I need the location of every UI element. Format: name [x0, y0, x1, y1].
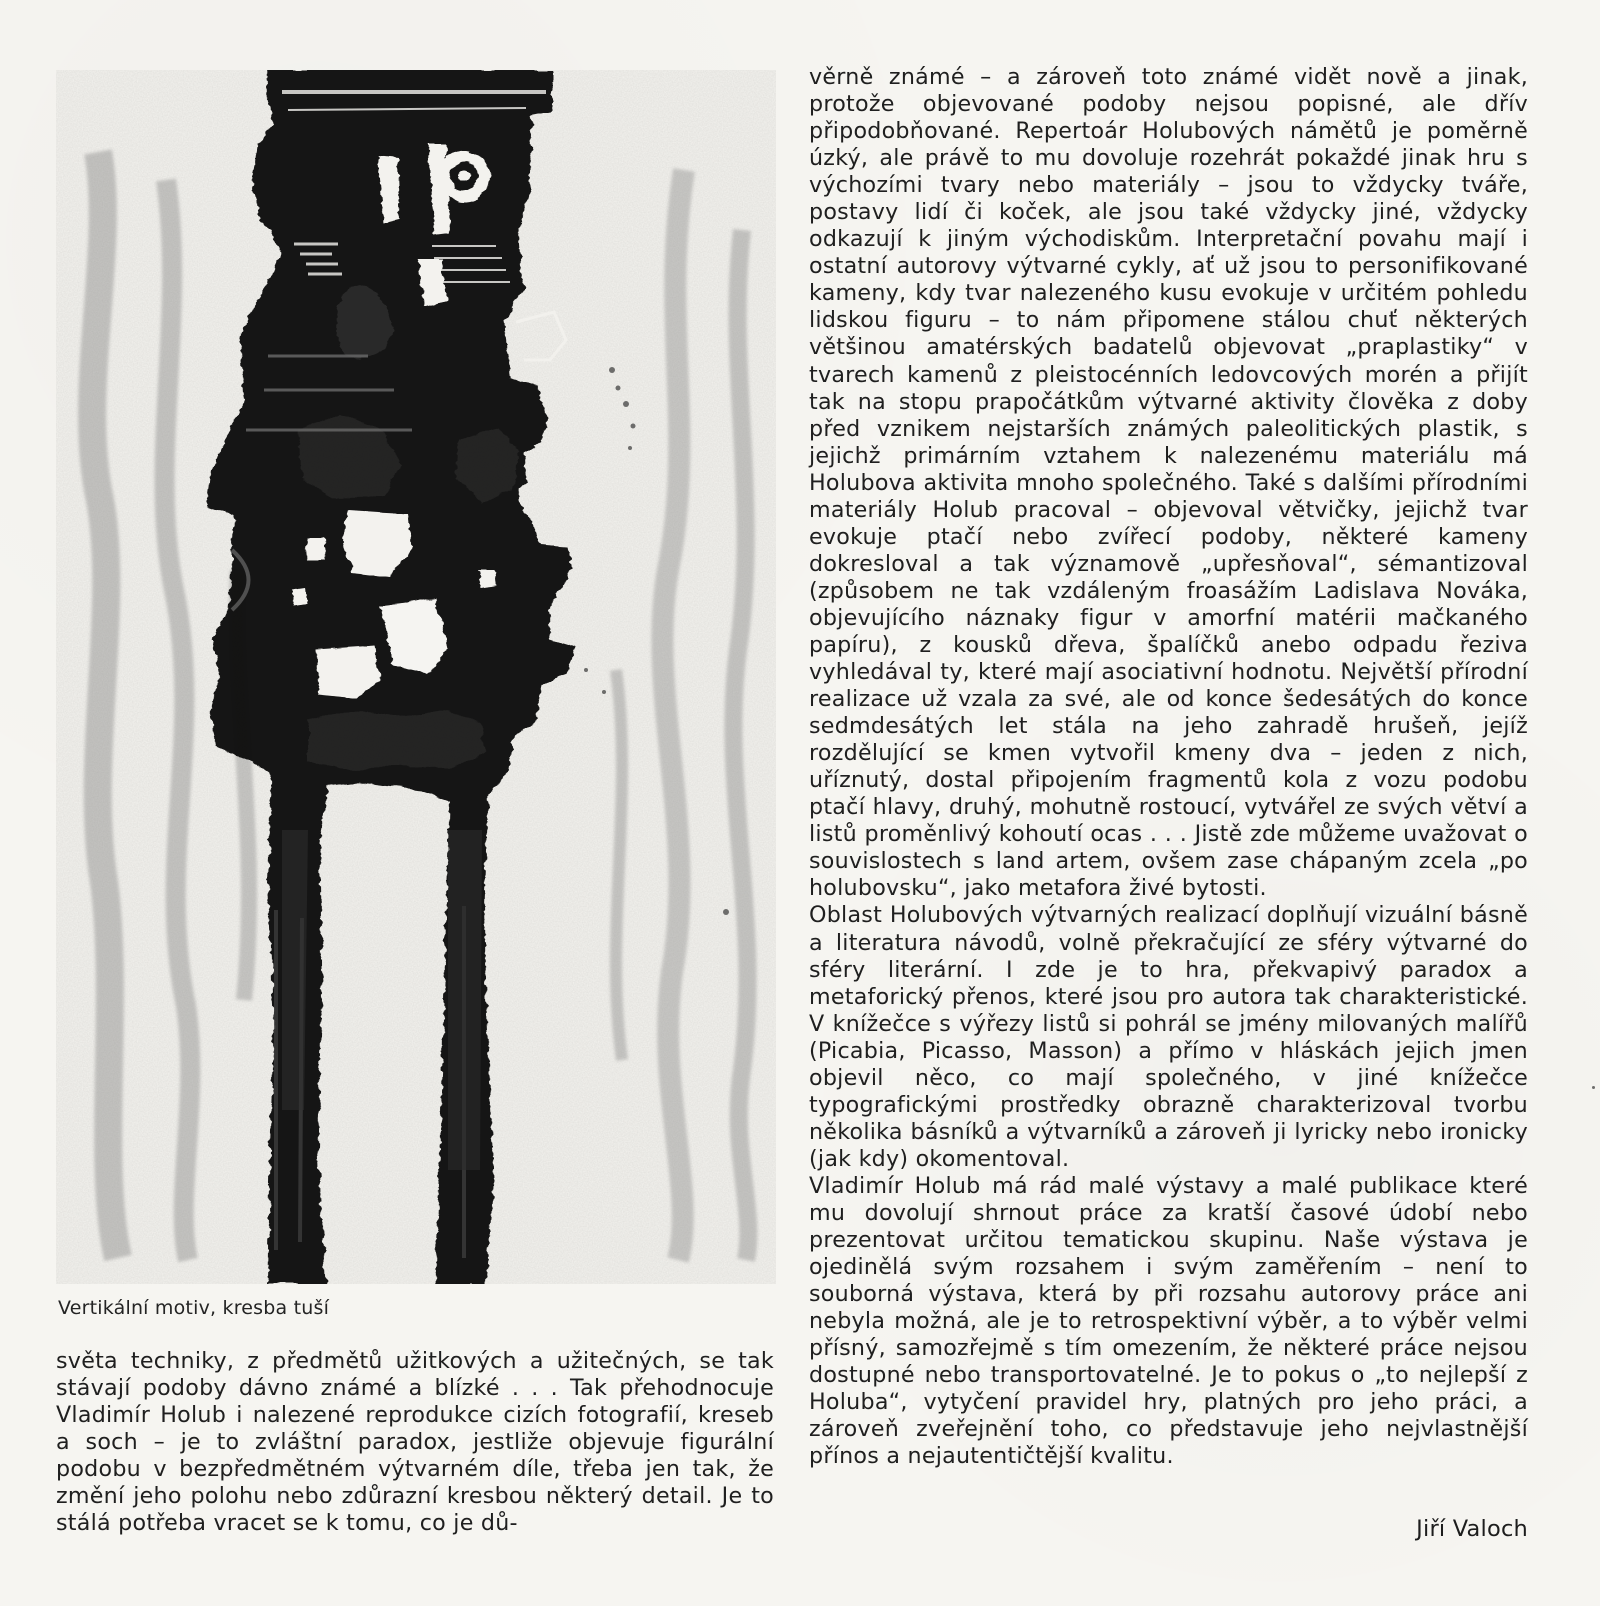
left-column-text: světa techniky, z předmětů užitkových a užitečných, se tak stávají podoby dávno známé a blízké . . . Tak přehodnocuje Vladimír Holub i nalezené reprodukce cizích fotografií, kreseb a soch – je to zvláštní paradox, jestliže objevuje figurální podobu v bezpředmětném výtvarném díle, třeba jen tak, že změní jeho polohu nebo zdůrazní kresbou některý detail. Je to stálá potřeba vracet se k tomu, co je dů- [56, 1348, 774, 1537]
vertical-motif-drawing [56, 70, 776, 1284]
artwork-image [56, 70, 776, 1284]
right-paragraph-1: věrně známé – a zároveň toto známé vidět nově a jinak, protože objevované podoby nejsou popisné, ale dřív připodobňované. Repertoár Holubových námětů je poměrně úzký, ale právě to mu dovoluje rozehrát pokaždé jinak hru s výchozími tvary nebo materiály – jsou to vždycky tváře, postavy lidí či koček, ale jsou také vždycky jiné, vždycky odkazují k jiným východiskům. Interpretační povahu mají i ostatní autorovy výtvarné cykly, ať už jsou to personifikované kameny, kdy tvar nalezeného kusu evokuje v určitém pohledu lidskou figuru – to nám připomene stálou chuť některých většinou amatérských badatelů objevovat „praplastiky“ v tvarech kamenů z pleistocénních ledovcových morén a přijít tak na stopu prapočátkům výtvarné aktivity člověka z doby před vznikem nejstarších známých paleolitických plastik, s jejichž primárním vztahem k nalezenému materiálu má Holubova aktivita mnoho společného. Také s dalšími přírodními materiály Holub pracoval – objevoval větvičky, jejichž tvar evokuje ptačí nebo zvířecí podoby, některé kameny dokresloval a tak významově „upřesňoval“, sémantizoval (způsobem ne tak vzdáleným froasážím Ladislava Nováka, objevujícího náznaky figur v amorfní matérii mačkaného papíru), z kousků dřeva, špalíčků anebo odpadu řeziva vyhledával ty, které mají asociativní hodnotu. Největší přírodní realizace už vzala za své, ale od konce šedesátých do konce sedmdesátých let stála na jeho zahradě hrušeň, jejíž rozdělující se kmen vytvořil kmeny dva – jeden z nich, uříznutý, dostal připojením fragmentů kola z vozu podobu ptačí hlavy, druhý, mohutně rostoucí, vytvářel ze svých větví a listů proměnlivý kohoutí ocas . . . Jistě zde můžeme uvažovat o souvislostech s land artem, ovšem zase chápaným zcela „po holubovsku“, jako metafora živé bytosti. [809, 64, 1528, 902]
author-signature: Jiří Valoch [1416, 1516, 1528, 1542]
right-paragraph-2: Oblast Holubových výtvarných realizací doplňují vizuální básně a literatura návodů, volně překračující ze sféry výtvarné do sféry literární. I zde je to hra, překvapivý paradox a metaforický přenos, které jsou pro autora tak charakteristické. V knížečce s výřezy listů si pohrál se jmény milovaných malířů (Picabia, Picasso, Masson) a přímo v hláskách jejich jmen objevil něco, co mají společného, v jiné knížečce typografickými prostředky obrazně charakterizoval tvorbu několika básníků a výtvarníků a zároveň ji lyricky nebo ironicky (jak kdy) okomentoval. [809, 902, 1528, 1172]
right-column-text [809, 64, 1528, 1540]
margin-mark [1592, 1086, 1595, 1089]
right-paragraph-3: Vladimír Holub má rád malé výstavy a malé publikace které mu dovolují shrnout práce za kratší časové údobí nebo prezentovat určitou tematickou skupinu. Naše výstava je ojedinělá svým rozsahem i svým zaměřením – není to souborná výstava, která by při rozsahu autorovy práce ani nebyla možná, ale je to retrospektivní výběr, a to výběr velmi přísný, samozřejmě s tím omezením, že některé práce nejsou dostupné nebo transportovatelné. Je to pokus o „to nejlepší z Holuba“, vytyčení pravidel hry, platných pro jeho práci, a zároveň zveřejnění toho, co představuje jeho nejvlastnější přínos a nejautentičtější kvalitu. [809, 1172, 1528, 1470]
figure-caption: Vertikální motiv, kresba tuší [58, 1297, 330, 1319]
